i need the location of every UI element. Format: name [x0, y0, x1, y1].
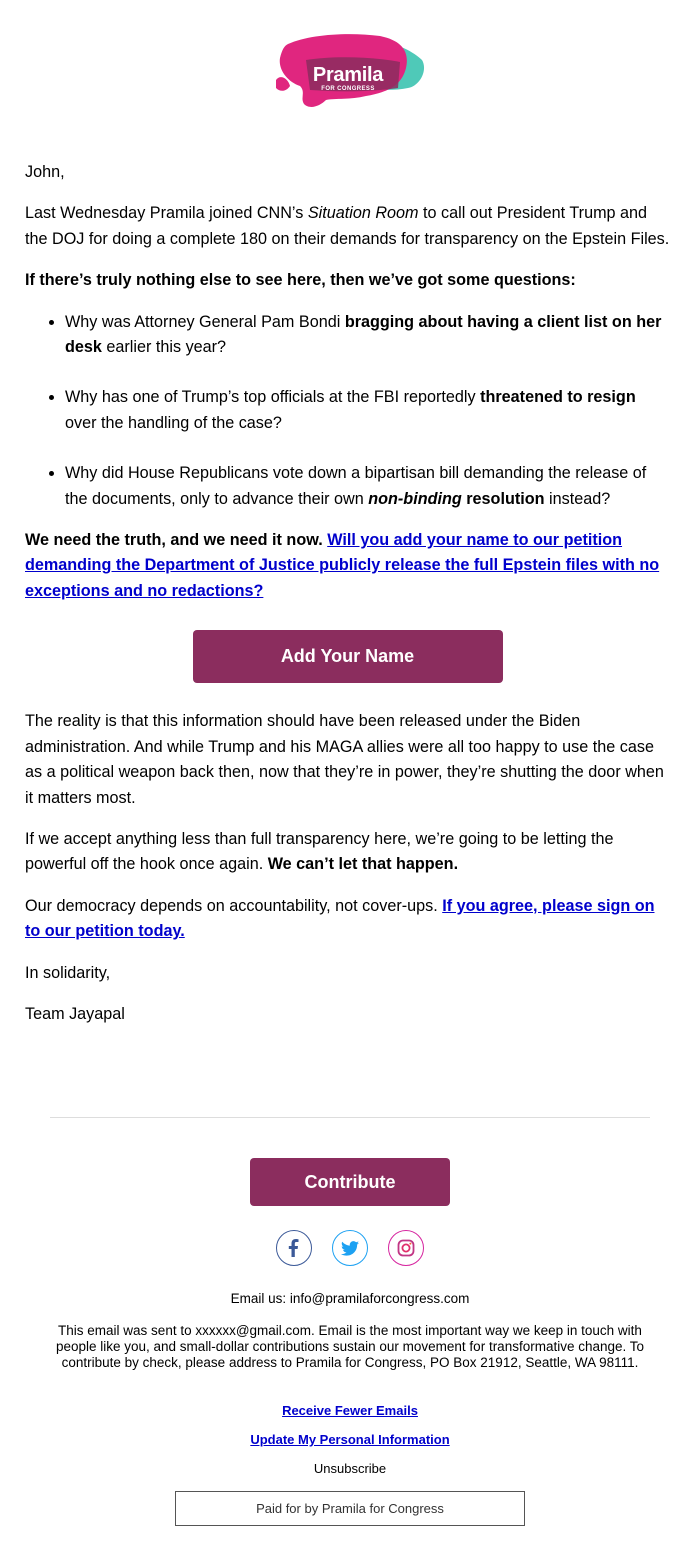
- list-item: • Why did House Republicans vote down a bipartisan bill demanding the release of the documents, only to advance their own non-binding resolution instead?: [65, 461, 670, 512]
- unsubscribe-link[interactable]: Unsubscribe: [313, 1461, 387, 1476]
- receive-fewer-link-wrap: [0, 1403, 700, 1419]
- instagram-icon[interactable]: [388, 1230, 424, 1266]
- list-item: • Why was Attorney General Pam Bondi bragging about having a client list on her desk earlier this year?: [65, 310, 670, 361]
- cta-container: [25, 630, 670, 683]
- logo-subtitle: FOR CONGRESS: [321, 86, 375, 92]
- signoff: In solidarity,: [25, 963, 111, 982]
- petition-paragraph: [25, 528, 670, 604]
- pramila-logo[interactable]: [270, 30, 430, 114]
- greeting: John,: [25, 163, 65, 181]
- sign-petition-link[interactable]: If you agree, please sign on to our petition today.: [25, 896, 655, 941]
- truth-statement: We need the truth, and we need it now.: [25, 531, 323, 550]
- intro-text: Last Wednesday Pramila joined CNN’s: [25, 204, 308, 223]
- sent-notice: This email was sent to xxxxxx@gmail.com. Email is the most important way we keep in touch with people like you, and small-dollar contributions sustain our movement for transformative change. To contribute by check, please address to Pramila for Congress, PO Box 21912, Seattle, WA 98111.: [55, 1323, 645, 1370]
- reality-paragraph: The reality is that this information should have been released under the Biden administration. And while Trump and his MAGA allies were all too happy to use the case as a political weapon back then, now that they’re in power, they’re shutting the door when it matters most.: [25, 712, 664, 807]
- show-name: Situation Room: [307, 204, 419, 223]
- intro-text-end: to call out President Trump and the DOJ for doing a complete 180 on their demands for transparency on the Epstein Files.: [25, 204, 670, 248]
- questions-list: [25, 310, 670, 512]
- intro-paragraph: [25, 201, 670, 252]
- update-info-link-wrap: [0, 1432, 700, 1448]
- petition-link[interactable]: Will you add your name to our petition demanding the Department of Justice publicly release the full Epstein files with no exceptions and no redactions?: [25, 531, 660, 600]
- add-your-name-button[interactable]: Add Your Name: [193, 630, 503, 683]
- facebook-icon[interactable]: [276, 1230, 312, 1266]
- update-info-link[interactable]: Update My Personal Information: [250, 1432, 450, 1447]
- contribute-button[interactable]: Contribute: [250, 1158, 450, 1206]
- email-us: Email us: info@pramilaforcongress.com: [230, 1291, 470, 1306]
- signature: Team Jayapal: [25, 1004, 125, 1023]
- email-body: [25, 160, 670, 1043]
- questions-heading: If there’s truly nothing else to see here, then we’ve got some questions:: [25, 271, 576, 290]
- social-links: [0, 1230, 700, 1266]
- footer-divider: [50, 1117, 650, 1118]
- logo-title: Pramila: [312, 64, 384, 86]
- list-item: • Why has one of Trump’s top officials at the FBI reportedly threatened to resign over the handling of the case?: [65, 385, 670, 436]
- paid-for-disclaimer: Paid for by Pramila for Congress: [175, 1491, 525, 1526]
- accept-paragraph: If we accept anything less than full transparency here, we’re going to be letting the powerful off the hook once again. We can’t let that happen.: [25, 829, 614, 874]
- twitter-icon[interactable]: [332, 1230, 368, 1266]
- democracy-paragraph: Our democracy depends on accountability, not cover-ups. If you agree, please sign on to our petition today.: [25, 896, 655, 941]
- receive-fewer-link[interactable]: Receive Fewer Emails: [282, 1403, 418, 1418]
